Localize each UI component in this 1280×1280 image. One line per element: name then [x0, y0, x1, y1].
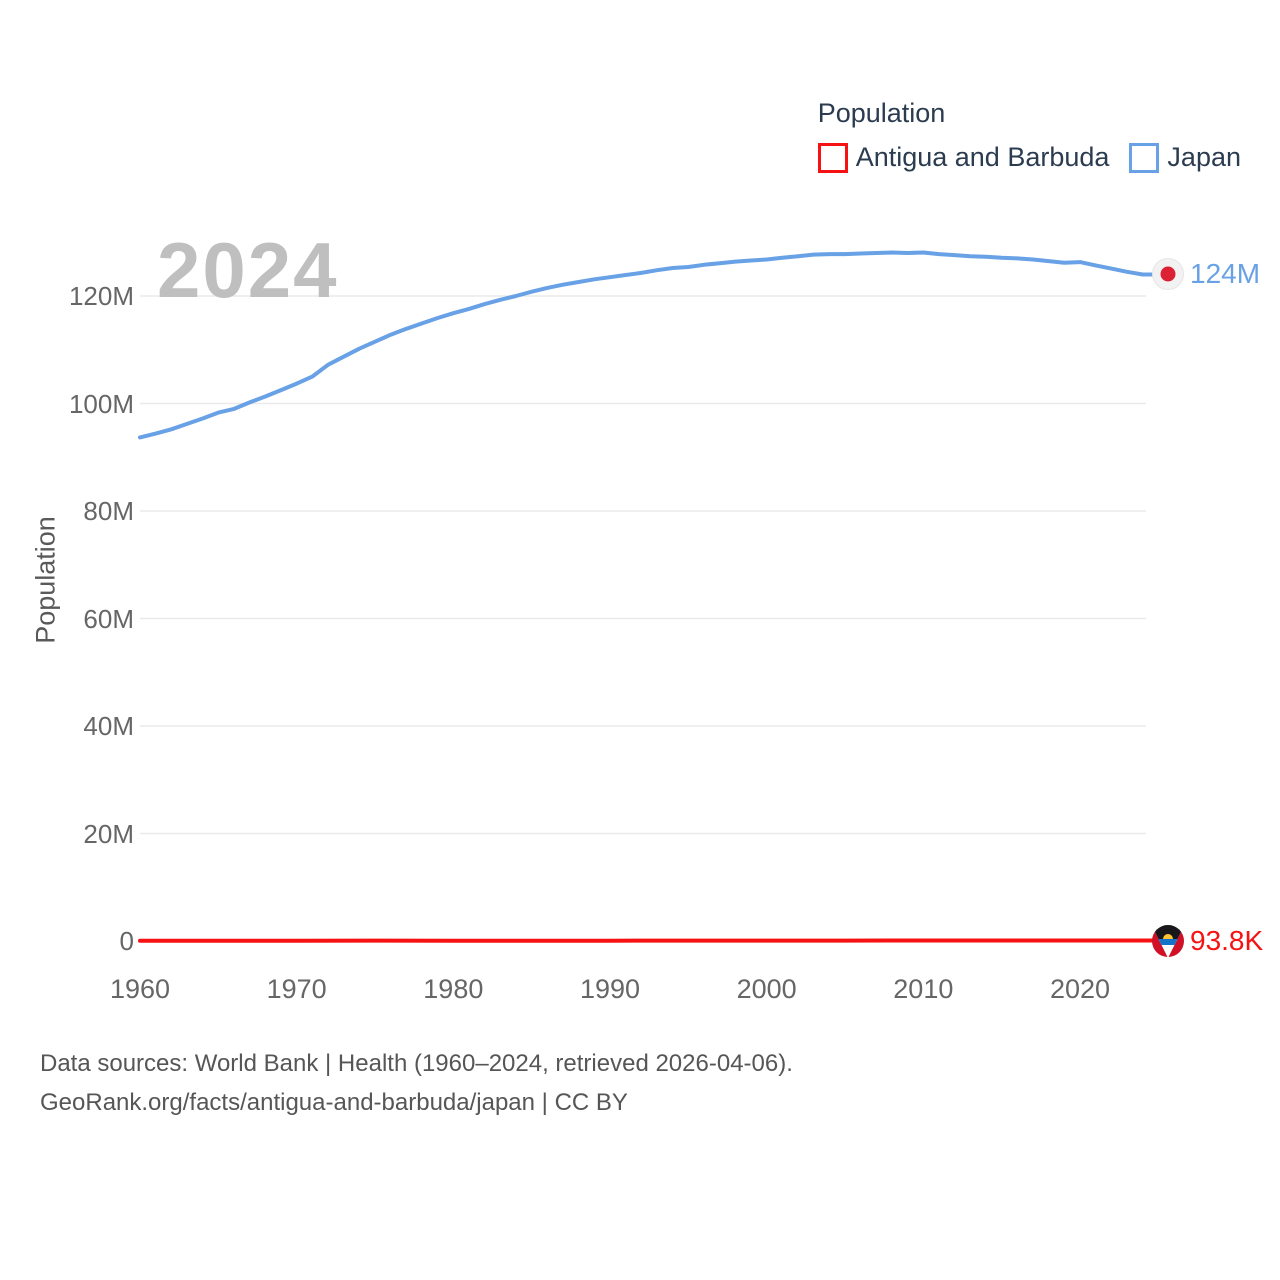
y-tick-label: 100M — [68, 388, 134, 419]
legend-item-label: Japan — [1167, 142, 1241, 172]
x-tick-label: 1990 — [579, 974, 641, 1004]
y-tick-label: 60M — [83, 603, 134, 634]
japan-flag-icon — [1151, 257, 1185, 291]
legend-title: Population — [817, 98, 946, 128]
legend — [818, 98, 1241, 173]
x-tick-label: 2020 — [1049, 974, 1111, 1004]
japan-end-value-label: 124M — [1190, 258, 1261, 289]
x-tick-label: 1980 — [423, 974, 484, 1004]
japan-swatch-icon — [1129, 143, 1159, 173]
footer — [40, 1044, 793, 1122]
footer-data-sources: Data sources: World Bank | Health (1960–2024, retrieved 2026-04-06). — [40, 1050, 793, 1077]
y-tick-label: 120M — [68, 281, 134, 311]
legend-item-japan[interactable] — [1129, 142, 1241, 173]
footer-attribution: GeoRank.org/facts/antigua-and-barbuda/japan | CC BY — [40, 1089, 628, 1116]
x-tick-label: 1960 — [109, 974, 171, 1004]
y-tick-label: 0 — [119, 926, 134, 956]
y-tick-label: 40M — [83, 711, 134, 741]
year-watermark: 2024 — [157, 226, 339, 314]
antigua-and-barbuda-swatch-icon — [818, 143, 848, 173]
legend-items — [818, 142, 1241, 173]
legend-item-antigua-and-barbuda[interactable] — [818, 142, 1110, 173]
x-tick-label: 1970 — [266, 974, 327, 1004]
y-axis-title: Population — [30, 516, 61, 644]
y-tick-label: 80M — [83, 496, 134, 526]
x-tick-label: 2010 — [893, 974, 954, 1004]
antigua-and-barbuda-flag-icon — [1151, 924, 1185, 958]
antigua-and-barbuda-end-value-label: 93.8K — [1190, 925, 1264, 956]
legend-item-label: Antigua and Barbuda — [855, 142, 1110, 172]
x-tick-label: 2000 — [736, 974, 797, 1004]
y-tick-label: 20M — [83, 818, 134, 849]
